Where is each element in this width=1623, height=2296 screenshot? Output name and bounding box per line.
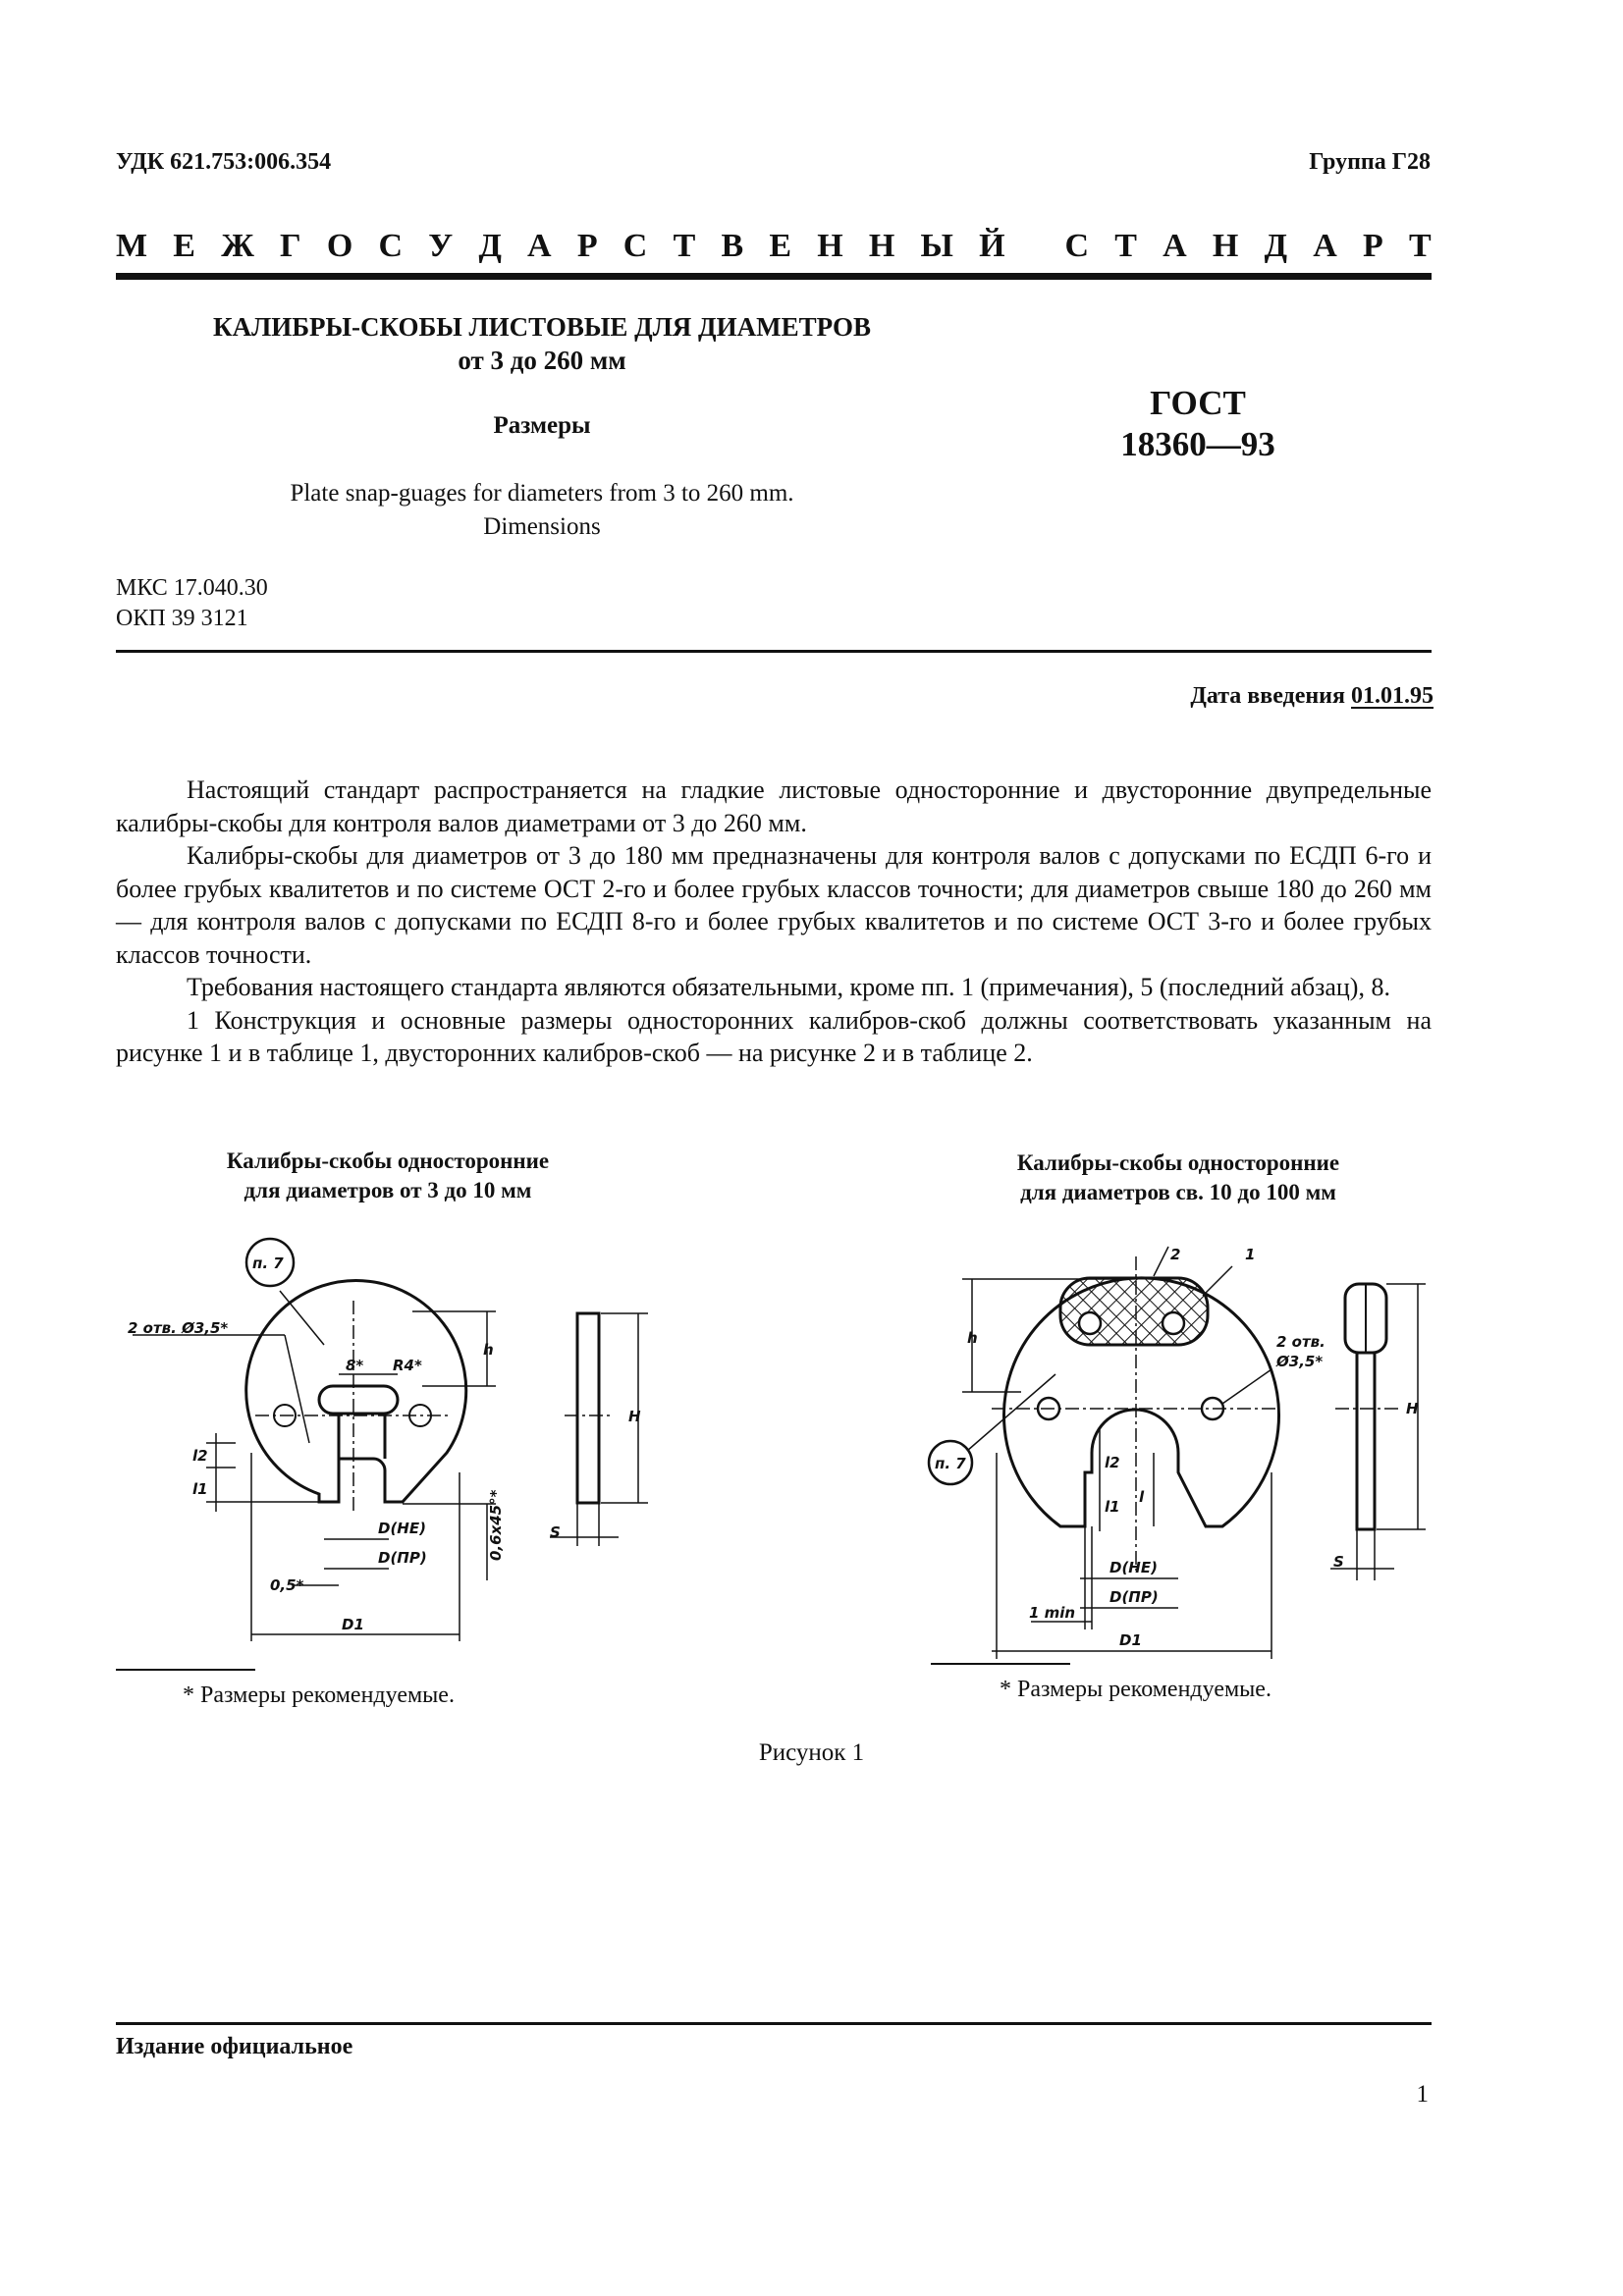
left-label-l1: l1 [192,1480,208,1498]
left-label-d1: D1 [342,1616,364,1633]
right-label-min: 1 min [1029,1604,1076,1622]
heading-letter: Ы [920,228,953,264]
left-dimension-lines [133,1291,496,1641]
left-label-holes: 2 отв. Ø3,5* [128,1319,229,1337]
gost-label: ГОСТ [1150,384,1246,422]
right-label-d1: D1 [1119,1631,1142,1649]
figure-left-title-line-2: для диаметров от 3 до 10 мм [243,1178,532,1202]
english-title-line-1: Plate snap-guages for diameters from 3 to 260 mm. [290,480,794,507]
left-label-r: R4* [393,1357,422,1374]
right-label-H: H [1406,1400,1419,1417]
heading-letter: В [721,228,744,264]
footnote-rule-left [116,1669,255,1671]
heading-letter: Т [1114,228,1137,264]
right-side-view [1345,1284,1386,1529]
right-label-dne: D(НЕ) [1109,1559,1158,1576]
right-label-dpr: D(ПР) [1109,1588,1159,1606]
left-label-b: 8* [346,1357,364,1374]
left-label-l2: l2 [192,1447,208,1465]
figure-caption: Рисунок 1 [758,1739,865,1766]
right-label-l1: l1 [1105,1498,1120,1516]
udk-code: УДК 621.753:006.354 [116,149,332,175]
right-label-ref: п. 7 [935,1455,966,1472]
left-label-S: S [550,1523,561,1541]
left-label-dpr: D(ПР) [378,1549,427,1567]
heading-letter: Д [478,228,502,264]
paragraph-2: Калибры-скобы для диаметров от 3 до 180 мм предназначены для контроля валов с допусками по ЕСДП 6-го и более грубых квалитетов и по системе ОСТ 2-го и более грубых классов точности; для диаметров свыше 180 до 260 мм — для контроля валов с допусками по ЕСДП 8-го и более грубых квалитетов и по системе ОСТ 3-го и более грубых классов точности. [116,841,1432,969]
right-gauge-grip [1060,1278,1208,1345]
heading-letter: Е [173,228,195,264]
title-line-2: от 3 до 260 мм [458,346,626,375]
heading-letter: Г [280,228,301,264]
heading-letter: Р [576,228,598,264]
heading-letter: А [1163,228,1187,264]
mks-code: МКС 17.040.30 [116,575,268,601]
date-value: 01.01.95 [1351,683,1434,709]
paragraph-3: Требования настоящего стандарта являются обязательными, кроме пп. 1 (примечания), 5 (последний абзац), 8. [187,973,1390,1001]
paragraph-1: Настоящий стандарт распространяется на гладкие листовые односторонние и двусторонние двупредельные калибры-скобы для контроля валов диаметрами от 3 до 260 мм. [116,775,1432,837]
left-gauge-body [246,1281,466,1502]
heading-letter: У [428,228,454,264]
figure-right-title-line-1: Калибры-скобы односторонние [1016,1150,1340,1175]
heading-letter: Р [1362,228,1383,264]
document-subtitle: Размеры [493,412,591,439]
heading-letter: С [622,228,648,264]
right-label-n1: 1 [1245,1246,1256,1263]
heading-letter: Д [1264,228,1287,264]
heading-letter: Т [673,228,696,264]
right-label-holes: 2 отв. [1276,1333,1325,1351]
figure-left-title-line-1: Калибры-скобы односторонние [226,1148,550,1173]
group-code: Группа Г28 [1309,149,1431,175]
right-label-holes2: Ø3,5* [1276,1353,1324,1370]
date-label: Дата введения [1190,683,1345,709]
heading-letter: Ж [221,228,254,264]
heading-letter: С [378,228,404,264]
heading-letter: Т [1408,228,1432,264]
left-label-gap: 0,5* [270,1576,304,1594]
heading-letter: Й [979,228,1005,264]
bottom-rule [116,2022,1432,2025]
heading-letter: М [116,228,148,264]
heading-letter: О [326,228,353,264]
official-edition: Издание официальное [116,2034,353,2059]
heading-letter: А [1313,228,1337,264]
left-label-chamfer: 0,6x45°* [487,1489,505,1561]
left-label-H: H [628,1408,641,1425]
right-label-l2: l2 [1105,1454,1120,1471]
footnote-rule-right [931,1663,1070,1665]
figure-right-title-line-2: для диаметров св. 10 до 100 мм [1020,1180,1336,1204]
left-label-dne: D(НЕ) [378,1520,426,1537]
heading-letter: Н [817,228,843,264]
footnote-right: * Размеры рекомендуемые. [1000,1677,1271,1702]
left-label-ref: п. 7 [252,1255,284,1272]
footnote-left: * Размеры рекомендуемые. [183,1682,455,1708]
heading-letter: С [1064,228,1090,264]
paragraph-4: 1 Конструкция и основные размеры односторонних калибров-скоб должны соответствовать указанным на рисунке 1 и в таблице 1, двусторонних калибров-скоб — на рисунке 2 и в таблице 2. [116,1005,1432,1067]
okp-code: ОКП 39 3121 [116,606,248,631]
right-label-h: h [967,1329,978,1347]
right-label-n2: 2 [1170,1246,1181,1263]
title-line-1: КАЛИБРЫ-СКОБЫ ЛИСТОВЫЕ ДЛЯ ДИАМЕТРОВ [213,312,871,342]
page-number: 1 [1416,2081,1429,2108]
heading-letter: А [527,228,552,264]
heading-letter: Н [1212,228,1239,264]
left-side-view [577,1313,599,1503]
left-label-h: h [483,1341,494,1359]
gost-code: 18360—93 [1120,425,1275,463]
english-title-line-2: Dimensions [483,513,601,540]
right-label-S: S [1333,1553,1344,1571]
right-label-l: l [1139,1488,1145,1506]
heading-letter: Н [868,228,895,264]
heading-letter: Е [769,228,792,264]
